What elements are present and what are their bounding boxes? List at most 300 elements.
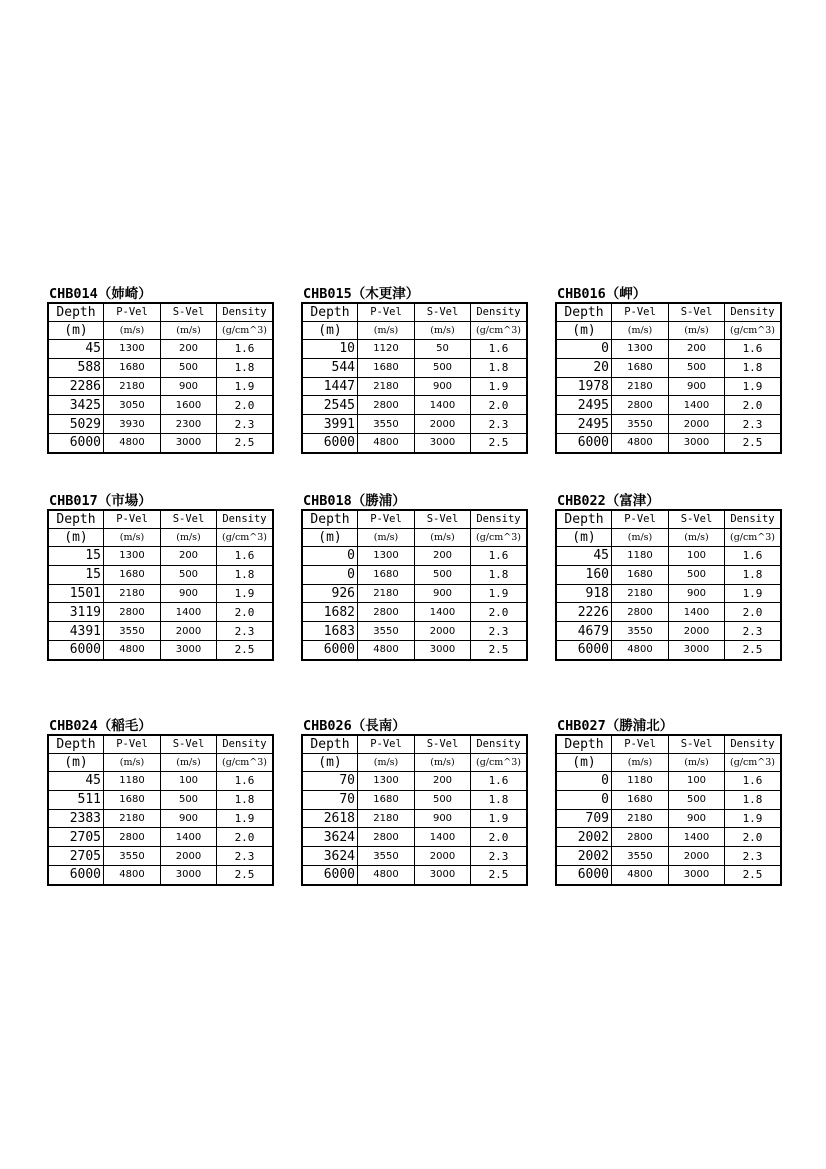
depth-cell: 6000 — [302, 640, 358, 659]
pvel-cell: 1680 — [104, 565, 161, 584]
station-table-block — [555, 719, 781, 886]
density-cell: 2.0 — [217, 603, 274, 622]
svel-cell: 900 — [161, 377, 217, 396]
pvel-cell: 2800 — [612, 396, 669, 415]
svel-cell: 2300 — [161, 415, 217, 434]
column-header-svel-unit: (m/s) — [161, 529, 217, 547]
column-header-density-unit: (g/cm^3) — [217, 322, 274, 340]
table-row — [556, 396, 781, 415]
pvel-cell: 3930 — [104, 415, 161, 434]
pvel-cell: 1180 — [104, 772, 161, 791]
pvel-cell: 1300 — [358, 547, 415, 566]
depth-cell: 1447 — [302, 377, 358, 396]
table-row — [48, 433, 273, 452]
density-cell: 2.3 — [471, 622, 528, 641]
depth-cell: 1978 — [556, 377, 612, 396]
table-row — [556, 584, 781, 603]
station-title: CHB014（姉崎） — [49, 286, 152, 302]
pvel-cell: 2180 — [612, 377, 669, 396]
column-header-svel: S-Vel — [415, 510, 471, 529]
depth-cell: 15 — [48, 565, 104, 584]
density-cell: 2.5 — [217, 865, 274, 884]
svel-cell: 200 — [161, 547, 217, 566]
table-row — [302, 828, 527, 847]
table-row — [556, 433, 781, 452]
station-table-block — [555, 287, 781, 454]
depth-cell: 6000 — [302, 865, 358, 884]
table-row — [302, 415, 527, 434]
density-cell: 1.6 — [471, 340, 528, 359]
table-row — [302, 809, 527, 828]
depth-cell: 2495 — [556, 396, 612, 415]
station-title: CHB027（勝浦北） — [557, 718, 674, 734]
column-header-pvel-unit: (m/s) — [358, 754, 415, 772]
depth-cell: 2618 — [302, 809, 358, 828]
depth-cell: 15 — [48, 547, 104, 566]
header-row — [556, 510, 781, 529]
table-row — [556, 847, 781, 866]
density-cell: 2.0 — [217, 828, 274, 847]
column-header-svel: S-Vel — [669, 303, 725, 322]
column-header-svel: S-Vel — [669, 735, 725, 754]
depth-cell: 926 — [302, 584, 358, 603]
station-title: CHB016（岬） — [557, 286, 647, 302]
table-row — [48, 640, 273, 659]
depth-cell: 5029 — [48, 415, 104, 434]
table-row — [556, 358, 781, 377]
pvel-cell: 1680 — [104, 790, 161, 809]
column-header-pvel: P-Vel — [358, 735, 415, 754]
depth-cell: 70 — [302, 790, 358, 809]
column-header-density-unit: (g/cm^3) — [471, 322, 528, 340]
column-header-pvel-unit: (m/s) — [612, 322, 669, 340]
depth-cell: 1683 — [302, 622, 358, 641]
depth-cell: 3624 — [302, 828, 358, 847]
column-header-depth: Depth — [48, 303, 104, 322]
depth-cell: 6000 — [556, 865, 612, 884]
svel-cell: 100 — [669, 547, 725, 566]
pvel-cell: 2800 — [358, 603, 415, 622]
pvel-cell: 2180 — [104, 377, 161, 396]
svel-cell: 2000 — [415, 622, 471, 641]
column-header-depth: Depth — [556, 303, 612, 322]
table-row — [48, 603, 273, 622]
table-row — [556, 340, 781, 359]
svel-cell: 900 — [669, 377, 725, 396]
depth-cell: 544 — [302, 358, 358, 377]
svel-cell: 500 — [669, 565, 725, 584]
column-header-svel-unit: (m/s) — [669, 529, 725, 547]
pvel-cell: 1300 — [612, 340, 669, 359]
column-header-density: Density — [471, 510, 528, 529]
depth-cell: 2002 — [556, 828, 612, 847]
column-header-density-unit: (g/cm^3) — [725, 322, 782, 340]
column-header-svel-unit: (m/s) — [415, 754, 471, 772]
header-row — [556, 322, 781, 340]
density-cell: 2.0 — [471, 396, 528, 415]
depth-cell: 10 — [302, 340, 358, 359]
table-row — [48, 790, 273, 809]
depth-cell: 6000 — [48, 865, 104, 884]
svel-cell: 100 — [161, 772, 217, 791]
svel-cell: 2000 — [669, 622, 725, 641]
svel-cell: 3000 — [415, 433, 471, 452]
pvel-cell: 1300 — [358, 772, 415, 791]
svel-cell: 2000 — [415, 415, 471, 434]
column-header-svel: S-Vel — [669, 510, 725, 529]
density-cell: 1.8 — [471, 790, 528, 809]
pvel-cell: 2180 — [104, 809, 161, 828]
pvel-cell: 4800 — [104, 865, 161, 884]
depth-cell: 0 — [302, 565, 358, 584]
column-header-density-unit: (g/cm^3) — [217, 754, 274, 772]
depth-cell: 0 — [556, 340, 612, 359]
column-header-svel-unit: (m/s) — [415, 529, 471, 547]
column-header-density-unit: (g/cm^3) — [217, 529, 274, 547]
depth-cell: 1682 — [302, 603, 358, 622]
column-header-depth: Depth — [302, 303, 358, 322]
density-cell: 1.8 — [725, 358, 782, 377]
pvel-cell: 1180 — [612, 772, 669, 791]
depth-cell: 45 — [556, 547, 612, 566]
table-row — [556, 603, 781, 622]
density-cell: 2.0 — [725, 396, 782, 415]
svel-cell: 2000 — [415, 847, 471, 866]
table-row — [48, 847, 273, 866]
column-header-pvel-unit: (m/s) — [104, 529, 161, 547]
table-row — [302, 396, 527, 415]
column-header-depth: Depth — [556, 735, 612, 754]
svel-cell: 2000 — [669, 847, 725, 866]
column-header-pvel: P-Vel — [612, 303, 669, 322]
column-header-density: Density — [471, 735, 528, 754]
column-header-svel-unit: (m/s) — [161, 754, 217, 772]
svel-cell: 3000 — [415, 865, 471, 884]
table-row — [302, 847, 527, 866]
station-table-block — [301, 719, 527, 886]
header-row — [302, 510, 527, 529]
header-row — [302, 529, 527, 547]
table-row — [302, 603, 527, 622]
svel-cell: 50 — [415, 340, 471, 359]
depth-cell: 4679 — [556, 622, 612, 641]
density-cell: 1.9 — [725, 377, 782, 396]
depth-cell: 6000 — [48, 433, 104, 452]
table-row — [48, 358, 273, 377]
density-cell: 1.8 — [725, 565, 782, 584]
header-row — [556, 529, 781, 547]
velocity-structure-table — [301, 509, 528, 661]
station-title: CHB015（木更津） — [303, 286, 420, 302]
pvel-cell: 4800 — [612, 433, 669, 452]
depth-cell: 2002 — [556, 847, 612, 866]
svel-cell: 500 — [415, 565, 471, 584]
density-cell: 1.8 — [217, 358, 274, 377]
column-header-depth: Depth — [302, 735, 358, 754]
table-row — [302, 640, 527, 659]
depth-cell: 918 — [556, 584, 612, 603]
svel-cell: 3000 — [415, 640, 471, 659]
pvel-cell: 4800 — [104, 640, 161, 659]
density-cell: 2.5 — [725, 865, 782, 884]
density-cell: 2.3 — [217, 847, 274, 866]
density-cell: 1.9 — [217, 809, 274, 828]
density-cell: 1.9 — [217, 377, 274, 396]
pvel-cell: 3050 — [104, 396, 161, 415]
table-row — [556, 565, 781, 584]
station-title: CHB022（富津） — [557, 493, 660, 509]
header-row — [302, 303, 527, 322]
table-row — [556, 622, 781, 641]
column-header-density: Density — [725, 510, 782, 529]
svel-cell: 1400 — [161, 603, 217, 622]
svel-cell: 900 — [161, 584, 217, 603]
density-cell: 2.3 — [725, 622, 782, 641]
column-header-svel: S-Vel — [161, 510, 217, 529]
column-header-density: Density — [725, 735, 782, 754]
density-cell: 2.3 — [217, 415, 274, 434]
depth-cell: 6000 — [302, 433, 358, 452]
station-title: CHB026（長南） — [303, 718, 406, 734]
header-row — [48, 735, 273, 754]
depth-cell: 2286 — [48, 377, 104, 396]
column-header-depth-unit: (m) — [556, 754, 612, 772]
header-row — [302, 322, 527, 340]
column-header-svel: S-Vel — [161, 735, 217, 754]
column-header-pvel: P-Vel — [104, 735, 161, 754]
table-row — [48, 565, 273, 584]
svel-cell: 500 — [161, 358, 217, 377]
table-row — [48, 340, 273, 359]
density-cell: 1.8 — [471, 358, 528, 377]
density-cell: 1.6 — [217, 547, 274, 566]
depth-cell: 6000 — [556, 640, 612, 659]
table-row — [302, 547, 527, 566]
column-header-pvel-unit: (m/s) — [104, 322, 161, 340]
density-cell: 2.5 — [471, 865, 528, 884]
station-table-block — [47, 287, 273, 454]
header-row — [48, 754, 273, 772]
column-header-depth: Depth — [302, 510, 358, 529]
column-header-depth-unit: (m) — [48, 754, 104, 772]
table-row — [556, 377, 781, 396]
density-cell: 2.3 — [725, 847, 782, 866]
svel-cell: 3000 — [161, 865, 217, 884]
depth-cell: 0 — [556, 790, 612, 809]
column-header-density-unit: (g/cm^3) — [725, 529, 782, 547]
depth-cell: 2705 — [48, 828, 104, 847]
depth-cell: 0 — [302, 547, 358, 566]
pvel-cell: 2800 — [104, 603, 161, 622]
table-row — [48, 865, 273, 884]
pvel-cell: 2800 — [358, 396, 415, 415]
pvel-cell: 4800 — [358, 865, 415, 884]
column-header-depth-unit: (m) — [556, 322, 612, 340]
pvel-cell: 1180 — [612, 547, 669, 566]
velocity-structure-table — [301, 734, 528, 886]
svel-cell: 1400 — [415, 828, 471, 847]
depth-cell: 45 — [48, 772, 104, 791]
column-header-depth: Depth — [556, 510, 612, 529]
density-cell: 2.0 — [217, 396, 274, 415]
pvel-cell: 1300 — [104, 340, 161, 359]
table-row — [302, 584, 527, 603]
column-header-pvel-unit: (m/s) — [358, 322, 415, 340]
density-cell: 1.6 — [725, 340, 782, 359]
svel-cell: 200 — [415, 547, 471, 566]
depth-cell: 0 — [556, 772, 612, 791]
depth-cell: 1501 — [48, 584, 104, 603]
table-row — [302, 433, 527, 452]
density-cell: 1.6 — [471, 547, 528, 566]
pvel-cell: 1680 — [612, 358, 669, 377]
velocity-structure-table — [555, 509, 782, 661]
depth-cell: 4391 — [48, 622, 104, 641]
depth-cell: 588 — [48, 358, 104, 377]
svel-cell: 100 — [669, 772, 725, 791]
column-header-svel: S-Vel — [161, 303, 217, 322]
pvel-cell: 4800 — [612, 865, 669, 884]
column-header-pvel: P-Vel — [612, 510, 669, 529]
pvel-cell: 2800 — [104, 828, 161, 847]
pvel-cell: 2180 — [612, 809, 669, 828]
velocity-structure-table — [47, 734, 274, 886]
table-row — [302, 790, 527, 809]
svel-cell: 1600 — [161, 396, 217, 415]
velocity-structure-table — [301, 302, 528, 454]
density-cell: 2.5 — [217, 433, 274, 452]
table-row — [48, 377, 273, 396]
svel-cell: 1400 — [161, 828, 217, 847]
table-row — [48, 772, 273, 791]
column-header-pvel-unit: (m/s) — [612, 529, 669, 547]
station-title: CHB024（稲毛） — [49, 718, 152, 734]
density-cell: 2.3 — [471, 415, 528, 434]
table-row — [556, 547, 781, 566]
column-header-density: Density — [217, 303, 274, 322]
column-header-svel: S-Vel — [415, 303, 471, 322]
station-table-block — [301, 494, 527, 661]
svel-cell: 2000 — [161, 622, 217, 641]
pvel-cell: 2800 — [612, 828, 669, 847]
station-table-block — [301, 287, 527, 454]
svel-cell: 1400 — [415, 603, 471, 622]
svel-cell: 1400 — [415, 396, 471, 415]
column-header-density: Density — [725, 303, 782, 322]
pvel-cell: 4800 — [612, 640, 669, 659]
table-row — [302, 865, 527, 884]
pvel-cell: 3550 — [612, 415, 669, 434]
header-row — [556, 754, 781, 772]
column-header-density: Density — [217, 735, 274, 754]
velocity-structure-table — [47, 302, 274, 454]
pvel-cell: 1680 — [104, 358, 161, 377]
svel-cell: 900 — [415, 377, 471, 396]
header-row — [302, 735, 527, 754]
pvel-cell: 2180 — [358, 584, 415, 603]
density-cell: 1.6 — [725, 547, 782, 566]
table-row — [48, 622, 273, 641]
svel-cell: 500 — [161, 790, 217, 809]
pvel-cell: 1680 — [612, 790, 669, 809]
svel-cell: 1400 — [669, 603, 725, 622]
density-cell: 2.5 — [471, 640, 528, 659]
column-header-depth-unit: (m) — [556, 529, 612, 547]
station-title: CHB017（市場） — [49, 493, 152, 509]
header-row — [48, 303, 273, 322]
pvel-cell: 2180 — [104, 584, 161, 603]
header-row — [48, 322, 273, 340]
density-cell: 2.5 — [725, 640, 782, 659]
header-row — [556, 303, 781, 322]
column-header-svel-unit: (m/s) — [669, 322, 725, 340]
column-header-pvel: P-Vel — [358, 303, 415, 322]
table-row — [302, 340, 527, 359]
table-row — [48, 547, 273, 566]
svel-cell: 900 — [415, 809, 471, 828]
depth-cell: 511 — [48, 790, 104, 809]
pvel-cell: 4800 — [358, 640, 415, 659]
pvel-cell: 2800 — [358, 828, 415, 847]
svel-cell: 500 — [669, 790, 725, 809]
density-cell: 2.0 — [725, 603, 782, 622]
depth-cell: 2545 — [302, 396, 358, 415]
column-header-depth-unit: (m) — [302, 754, 358, 772]
column-header-pvel: P-Vel — [104, 303, 161, 322]
column-header-depth: Depth — [48, 735, 104, 754]
pvel-cell: 3550 — [612, 847, 669, 866]
table-row — [556, 772, 781, 791]
velocity-structure-table — [555, 734, 782, 886]
depth-cell: 709 — [556, 809, 612, 828]
table-row — [302, 622, 527, 641]
pvel-cell: 3550 — [612, 622, 669, 641]
svel-cell: 500 — [415, 358, 471, 377]
density-cell: 2.0 — [471, 603, 528, 622]
depth-cell: 6000 — [556, 433, 612, 452]
column-header-svel-unit: (m/s) — [669, 754, 725, 772]
svel-cell: 200 — [669, 340, 725, 359]
depth-cell: 3624 — [302, 847, 358, 866]
svel-cell: 3000 — [669, 640, 725, 659]
pvel-cell: 2180 — [358, 377, 415, 396]
table-row — [556, 415, 781, 434]
svel-cell: 3000 — [161, 433, 217, 452]
column-header-pvel: P-Vel — [104, 510, 161, 529]
column-header-pvel-unit: (m/s) — [612, 754, 669, 772]
velocity-structure-table — [47, 509, 274, 661]
density-cell: 1.8 — [471, 565, 528, 584]
pvel-cell: 2180 — [358, 809, 415, 828]
table-row — [302, 565, 527, 584]
table-row — [556, 828, 781, 847]
density-cell: 2.0 — [471, 828, 528, 847]
column-header-pvel: P-Vel — [612, 735, 669, 754]
density-cell: 2.5 — [471, 433, 528, 452]
depth-cell: 2226 — [556, 603, 612, 622]
density-cell: 2.3 — [471, 847, 528, 866]
station-title: CHB018（勝浦） — [303, 493, 406, 509]
column-header-pvel: P-Vel — [358, 510, 415, 529]
pvel-cell: 1680 — [358, 565, 415, 584]
svel-cell: 500 — [669, 358, 725, 377]
table-row — [556, 865, 781, 884]
density-cell: 1.9 — [725, 809, 782, 828]
header-row — [48, 510, 273, 529]
density-cell: 2.3 — [217, 622, 274, 641]
header-row — [48, 529, 273, 547]
column-header-depth-unit: (m) — [48, 322, 104, 340]
